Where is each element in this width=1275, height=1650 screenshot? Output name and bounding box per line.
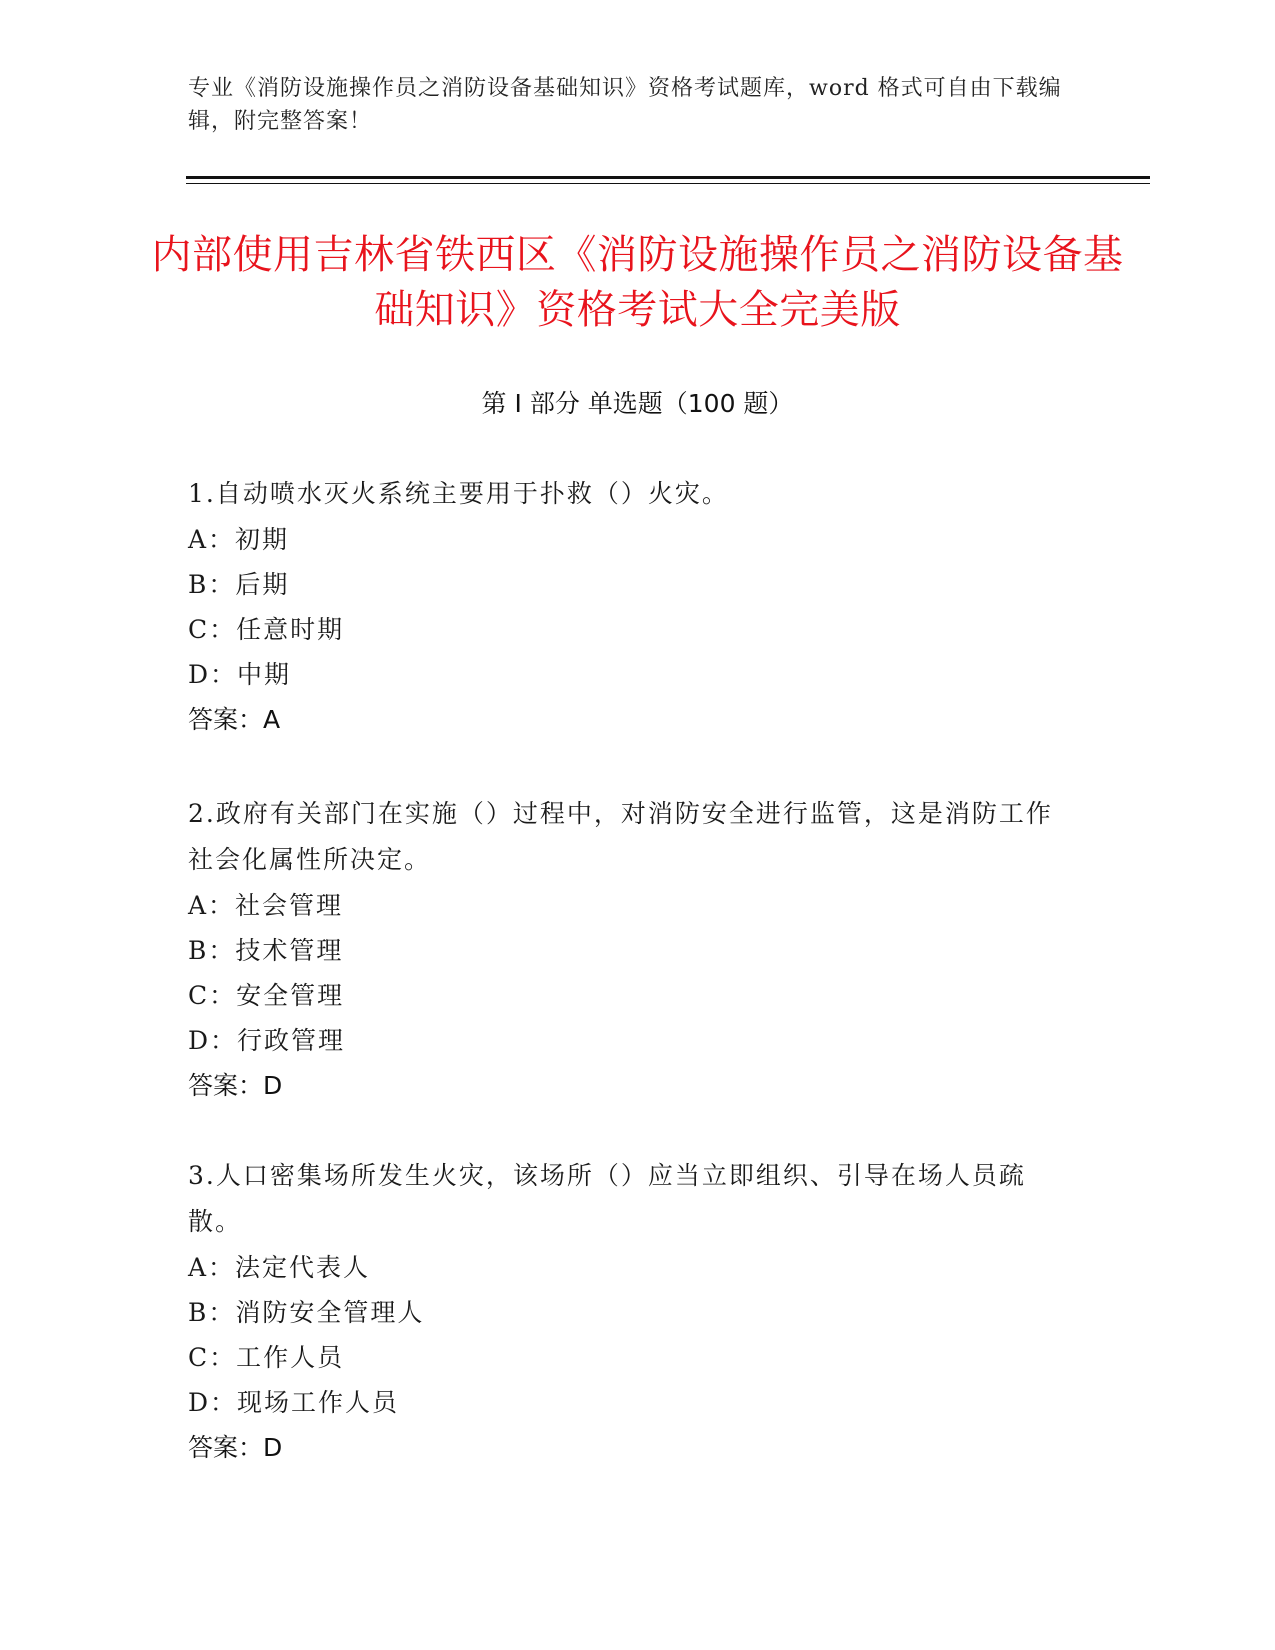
question-stem: 1.自动喷水灭火系统主要用于扑救（）火灾。 xyxy=(188,479,729,508)
option-d: D：中期 xyxy=(188,660,292,689)
option-b: B：后期 xyxy=(188,570,290,599)
question-stem: 3.人口密集场所发生火灾，该场所（）应当立即组织、引导在场人员疏散。 xyxy=(188,1161,1026,1236)
option-a: A：初期 xyxy=(188,525,290,554)
answer-line: 答案：A xyxy=(188,705,281,734)
answer-line: 答案：D xyxy=(188,1433,283,1462)
header-rule-thin xyxy=(186,183,1150,184)
option-b: B：技术管理 xyxy=(188,936,344,965)
option-a: A：社会管理 xyxy=(188,891,344,920)
document-title: 内部使用吉林省铁西区《消防设施操作员之消防设备基础知识》资格考试大全完美版 xyxy=(151,232,1124,333)
question-1 xyxy=(188,471,1068,743)
option-c: C：任意时期 xyxy=(188,615,345,644)
header-rule-thick xyxy=(186,176,1150,179)
header-note: 专业《消防设施操作员之消防设备基础知识》资格考试题库，word 格式可自由下载编辑，附完整答案！ xyxy=(188,76,1062,134)
option-d: D：现场工作人员 xyxy=(188,1388,400,1417)
option-a: A：法定代表人 xyxy=(188,1253,371,1282)
answer-line: 答案：D xyxy=(188,1071,283,1100)
option-c: C：安全管理 xyxy=(188,981,345,1010)
question-3 xyxy=(188,1153,1068,1471)
question-stem: 2.政府有关部门在实施（）过程中，对消防安全进行监管，这是消防工作社会化属性所决定。 xyxy=(188,799,1053,874)
option-c: C：工作人员 xyxy=(188,1343,345,1372)
option-d: D：行政管理 xyxy=(188,1026,346,1055)
question-2 xyxy=(188,791,1068,1109)
option-b: B：消防安全管理人 xyxy=(188,1298,425,1327)
section-heading: 第 I 部分 单选题（100 题） xyxy=(481,389,794,418)
